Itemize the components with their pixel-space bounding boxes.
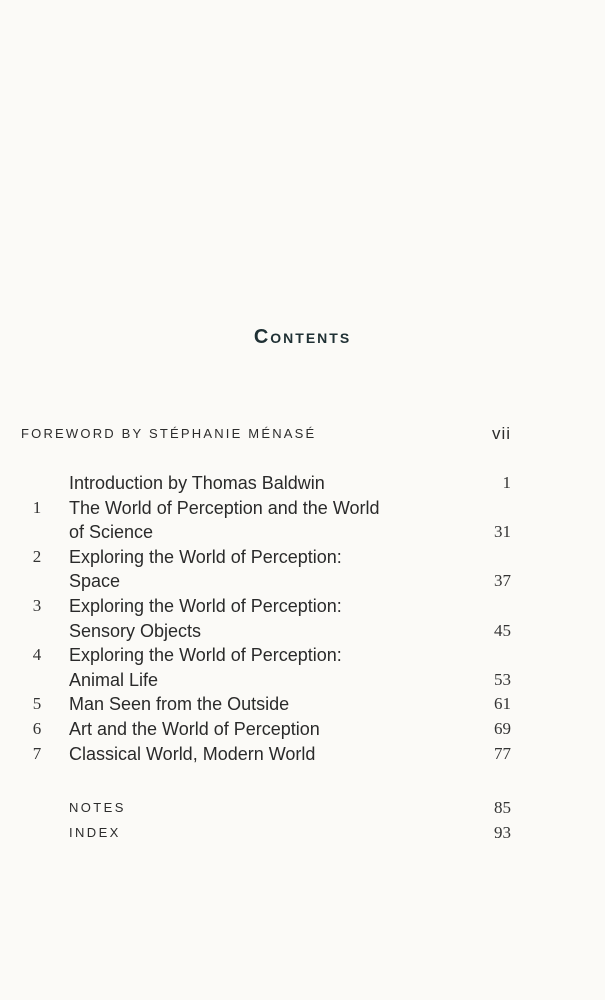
chapter-number: 1 <box>32 497 42 517</box>
chapter-page-number: 69 <box>494 718 511 738</box>
chapter-number: 6 <box>32 718 42 738</box>
toc-entry <box>0 594 605 643</box>
backmatter-entry <box>0 823 605 848</box>
chapter-number: 5 <box>32 694 42 714</box>
chapter-page-number: 31 <box>494 522 511 542</box>
chapter-title <box>69 594 429 643</box>
chapter-page-number: 37 <box>494 571 511 591</box>
backmatter-list <box>0 798 605 848</box>
chapter-page-number: 61 <box>494 694 511 714</box>
chapter-title-line: of Science <box>69 522 154 543</box>
toc-entry <box>0 471 605 496</box>
page-title: Contents <box>253 326 352 348</box>
chapter-title-line: Art and the World of Perception <box>69 718 320 739</box>
foreword-label: FOREWORD BY STÉPHANIE MÉNASÉ <box>21 426 317 441</box>
chapter-title <box>69 545 429 594</box>
chapter-title-line: Animal Life <box>69 669 159 690</box>
chapter-title-line: Classical World, Modern World <box>69 743 316 764</box>
chapter-title-line: Space <box>69 571 121 592</box>
chapter-number: 4 <box>32 645 42 665</box>
backmatter-label: INDEX <box>69 825 121 840</box>
backmatter-page-number: 85 <box>494 798 511 817</box>
toc-entry <box>0 545 605 594</box>
backmatter-entry <box>0 798 605 823</box>
chapter-page-number: 45 <box>494 620 511 640</box>
chapter-title-line: The World of Perception and the World <box>69 497 380 518</box>
chapter-page-number: 53 <box>494 669 511 689</box>
chapter-page-number: 1 <box>502 473 511 492</box>
toc-entry <box>0 643 605 692</box>
chapter-title <box>69 717 429 742</box>
chapter-page-number: 77 <box>494 743 511 763</box>
chapter-title <box>69 471 429 496</box>
foreword-page-number: vii <box>491 424 511 443</box>
chapter-title-line: Sensory Objects <box>69 620 202 641</box>
chapter-title-line: Man Seen from the Outside <box>69 694 290 715</box>
chapter-number: 3 <box>32 595 42 615</box>
chapter-title-line: Introduction by Thomas Baldwin <box>69 473 325 493</box>
chapter-title <box>69 643 429 692</box>
chapter-title <box>69 742 429 767</box>
backmatter-page-number: 93 <box>494 823 511 842</box>
toc-entry <box>0 496 605 545</box>
chapter-title <box>69 496 429 545</box>
backmatter-label: NOTES <box>69 800 126 815</box>
chapter-list <box>0 471 605 766</box>
toc-entry <box>0 692 605 717</box>
toc-entry <box>0 717 605 742</box>
chapter-number: 2 <box>32 546 42 566</box>
chapter-title-line: Exploring the World of Perception: <box>69 546 342 567</box>
chapter-title-line: Exploring the World of Perception: <box>69 595 342 616</box>
toc-entry <box>0 742 605 767</box>
chapter-title-line: Exploring the World of Perception: <box>69 645 342 666</box>
chapter-title <box>69 692 429 717</box>
chapter-number: 7 <box>32 743 42 763</box>
